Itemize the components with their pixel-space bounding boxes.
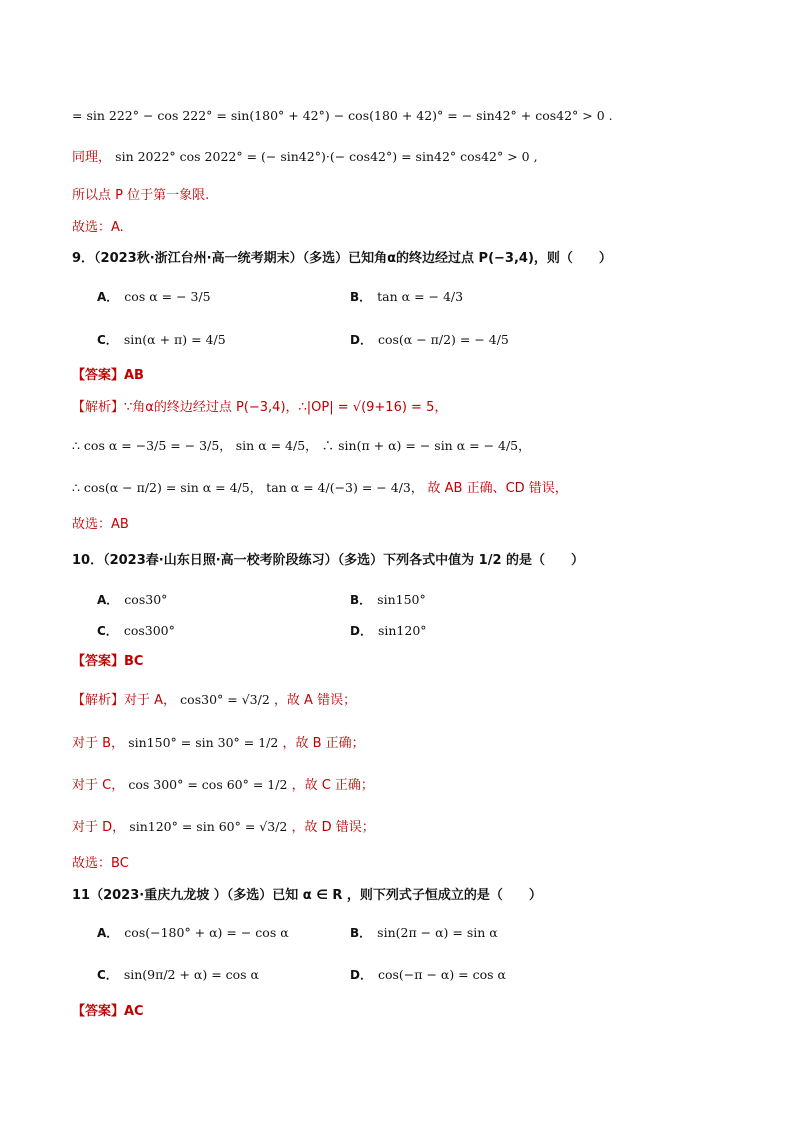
conclusion-text: ，故 A 错误； (273, 693, 357, 708)
q10-option-b (350, 590, 426, 610)
conclusion-prefix: 同理， (72, 150, 112, 165)
option-label: C． (97, 624, 118, 638)
q10-choice: 故选：BC (72, 856, 129, 871)
option-text: sin(9π/2 + α) = cos α (123, 967, 259, 982)
q10-option-c (97, 621, 175, 641)
option-label: C． (97, 968, 118, 982)
option-label: A． (97, 290, 119, 304)
option-text: cos(−π − α) = cos α (377, 967, 506, 982)
q9-option-a (97, 287, 211, 307)
q11-option-d (350, 965, 506, 985)
question-10-stem: 10．（2023春·山东日照·高一校考阶段练习）（多选）下列各式中值为 1/2 的是（ ） (72, 553, 585, 568)
analysis-prefix: 对于 D， (72, 820, 126, 835)
analysis-prefix: 对于 B， (72, 736, 125, 751)
equation-text: sin150° = sin 30° = 1/2 (128, 735, 279, 750)
q10-answer: 【答案】BC (72, 654, 144, 669)
conclusion-text: ，故 D 错误； (291, 820, 375, 835)
q10-analysis-3 (72, 775, 374, 796)
analysis-prefix: 【解析】对于 A， (72, 693, 177, 708)
equation-text: sin 2022° cos 2022° = (− sin42°)·(− cos42°) = sin42° cos42° > 0 , (115, 149, 538, 164)
equation-text: sin120° = sin 60° = √3/2 (129, 819, 288, 834)
question-11-stem: 11（2023·重庆九龙坡 ）（多选）已知 α ∈ R ，则下列式子恒成立的是（ ） (72, 888, 542, 903)
q11-option-a (97, 923, 289, 943)
option-label: B． (350, 290, 372, 304)
solution-line-2 (72, 147, 538, 168)
q9-analysis-2: ∴ cos α = −3/5 = − 3/5， sin α = 4/5， ∴ sin(π + α) = − sin α = − 4/5， (72, 438, 531, 453)
q10-option-a (97, 590, 167, 610)
q9-analysis-1: 【解析】∵角α的终边经过点 P(−3,4)，∴|OP| = √(9+16) = 5， (72, 400, 448, 415)
option-label: D． (350, 968, 372, 982)
option-text: cos(−180° + α) = − cos α (124, 925, 289, 940)
option-text: cos(α − π/2) = − 4/5 (377, 332, 509, 347)
option-label: A． (97, 593, 119, 607)
conclusion-text: ，故 C 正确； (291, 778, 374, 793)
q10-analysis-1 (72, 690, 356, 711)
option-label: B． (350, 593, 372, 607)
analysis-prefix: 对于 C， (72, 778, 125, 793)
option-label: D． (350, 333, 372, 347)
option-text: sin(2π − α) = sin α (377, 925, 498, 940)
q11-answer: 【答案】AC (72, 1004, 144, 1019)
q9-option-b (350, 287, 463, 307)
equation-text: cos30° = √3/2 (180, 692, 270, 707)
q9-option-d (350, 330, 509, 350)
option-label: C． (97, 333, 118, 347)
q9-analysis-3 (72, 478, 568, 499)
option-text: sin(α + π) = 4/5 (123, 332, 226, 347)
option-text: sin150° (377, 592, 426, 607)
solution-line-1 (72, 106, 613, 126)
option-text: cos α = − 3/5 (124, 289, 211, 304)
option-label: A． (97, 926, 119, 940)
equation-text: cos 300° = cos 60° = 1/2 (128, 777, 288, 792)
option-text: cos300° (123, 623, 175, 638)
option-label: D． (350, 624, 372, 638)
option-text: sin120° (377, 623, 427, 638)
solution-choice: 故选：A. (72, 220, 124, 235)
q9-choice: 故选：AB (72, 517, 129, 532)
equation-text: = sin 222° − cos 222° = sin(180° + 42°) − cos(180 + 42)° = − sin42° + cos42° > 0 . (72, 108, 613, 123)
q11-option-b (350, 923, 498, 943)
option-label: B． (350, 926, 372, 940)
q9-option-c (97, 330, 226, 350)
q10-analysis-4 (72, 817, 375, 838)
question-9-stem: 9．（2023秋·浙江台州·高一统考期末）（多选）已知角α的终边经过点 P(−3,4)，则（ ） (72, 251, 612, 266)
conclusion-text: 故 AB 正确、CD 错误， (427, 481, 568, 496)
q11-option-c (97, 965, 259, 985)
conclusion-text: ，故 B 正确； (282, 736, 365, 751)
option-text: cos30° (124, 592, 168, 607)
q9-answer: 【答案】AB (72, 368, 144, 383)
solution-line-3: 所以点 P 位于第一象限. (72, 188, 210, 203)
q10-analysis-2 (72, 733, 365, 754)
option-text: tan α = − 4/3 (377, 289, 464, 304)
equation-text: ∴ cos(α − π/2) = sin α = 4/5， tan α = 4/(−3) = − 4/3， (72, 480, 424, 495)
q10-option-d (350, 621, 427, 641)
